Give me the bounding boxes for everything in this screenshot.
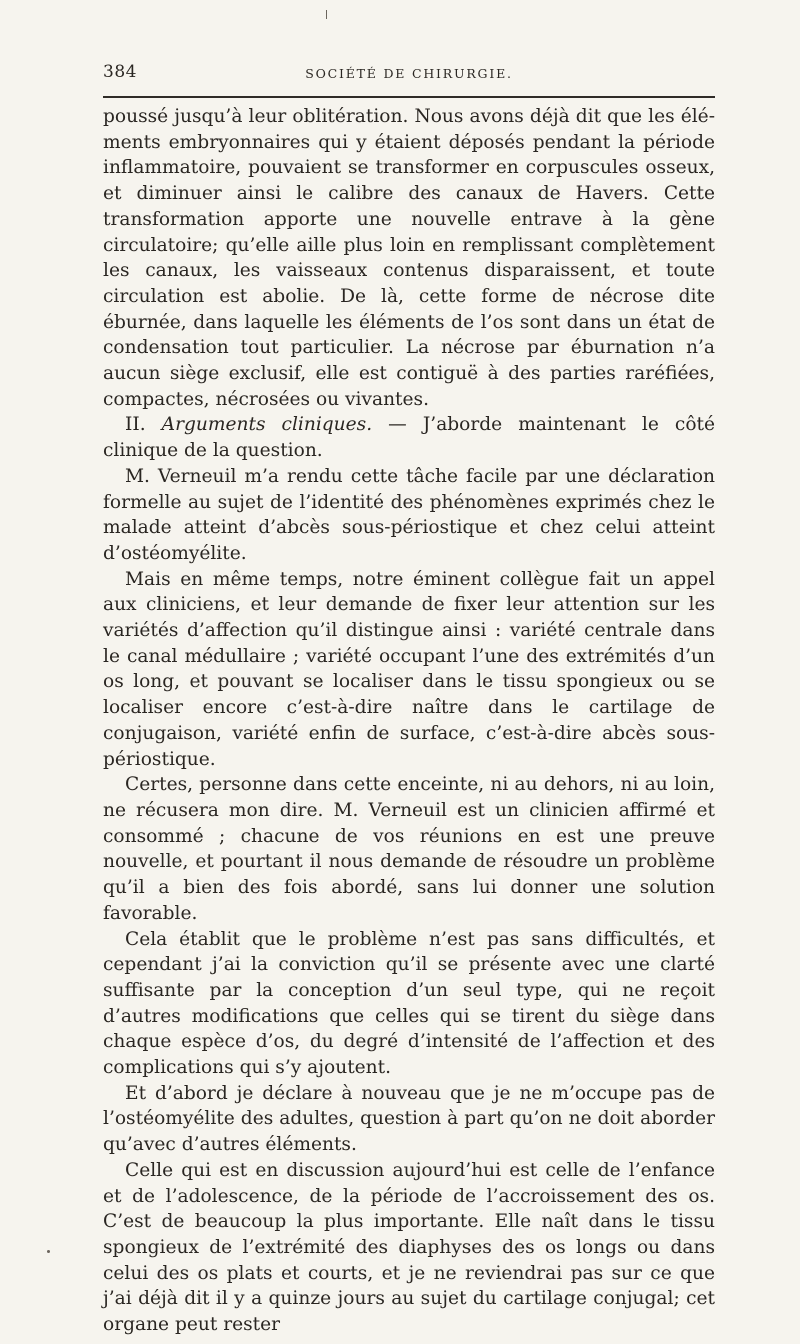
paragraph-8: Celle qui est en discussion aujourd’hui est celle de l’enfance et de l’adolescence, de la période de l’accroissement des os. C’est de beaucoup la plus importante. Elle naît dans le tissu spongieux de l’extrémité des diaphyses des os longs ou dans celui des os plats et courts, et je ne reviendrai pas sur ce que j’ai déjà dit il y a quinze jours au sujet du cartilage conjugal; cet organe peut rester xyxy=(103,1159,715,1336)
paragraph-4: Mais en même temps, notre éminent collègue fait un appel aux cliniciens, et leur demande de fixer leur attention sur les variétés d’affection qu’il distingue ainsi : variété centrale dans le canal médullaire ; variété occupant l’une des extrémités d’un os long, et pouvant se localiser dans le tissu spongieux ou se localiser encore c’est-à-dire naître dans le cartilage de conjugaison, variété enfin de surface, c’est-à-dire abcès sous-périostique. xyxy=(103,568,715,770)
scan-speck xyxy=(326,10,327,19)
running-head: SOCIÉTÉ DE CHIRURGIE. xyxy=(305,66,513,81)
body-text xyxy=(103,104,715,1338)
paragraph-7: Et d’abord je déclare à nouveau que je ne m’occupe pas de l’ostéomyélite des adultes, question à part qu’on ne doit aborder qu’avec d’autres éléments. xyxy=(103,1082,715,1156)
paragraph-5: Certes, personne dans cette enceinte, ni au dehors, ni au loin, ne récusera mon dire. M. Verneuil est un clinicien affirmé et consommé ; chacune de vos réunions en est une preuve nouvelle, et pourtant il nous demande de résoudre un problème qu’il a bien des fois abordé, sans lui donner une solution favorable. xyxy=(103,774,715,924)
paragraph-2 xyxy=(103,412,715,463)
section-number: II. xyxy=(125,414,162,436)
paragraph-6: Cela établit que le problème n’est pas sans difficultés, et cependant j’ai la conviction qu’il se présente avec une clarté suffisante par la conception d’un seul type, qui ne reçoit d’autres modifications que celles qui se tirent du siège dans chaque espèce d’os, du degré d’intensité de l’affection et des complications qui s’y ajoutent. xyxy=(103,928,715,1079)
paragraph-1: poussé jusqu’à leur oblitération. Nous avons déjà dit que les éléments embryonnaires qui y étaient déposés pendant la période inflammatoire, pouvaient se transformer en corpuscules osseux, et diminuer ainsi le calibre des canaux de Havers. Cette transformation apporte une nouvelle entrave à la gène circulatoire; qu’elle aille plus loin en remplissant complètement les canaux, les vaisseaux contenus disparaissent, et toute circulation est abolie. De là, cette forme de nécrose dite éburnée, dans laquelle les éléments de l’os sont dans un état de condensation tout particulier. La nécrose par éburnation n’a aucun siège exclusif, elle est contiguë à des parties raréfiées, compactes, nécrosées ou vivantes. xyxy=(103,106,715,410)
paragraph-3: M. Verneuil m’a rendu cette tâche facile par une déclaration formelle au sujet de l’identité des phénomènes exprimés chez le malade atteint d’abcès sous-périostique et chez celui atteint d’ostéomyélite. xyxy=(103,465,715,564)
section-text: — J’aborde maintenant le côté clinique de la question. xyxy=(103,414,716,462)
book-page xyxy=(103,58,715,1338)
header-rule xyxy=(103,96,715,98)
page-header xyxy=(103,58,715,88)
scan-speck xyxy=(47,1250,50,1253)
section-title: Arguments cliniques. xyxy=(161,414,373,436)
page-number: 384 xyxy=(103,62,137,82)
